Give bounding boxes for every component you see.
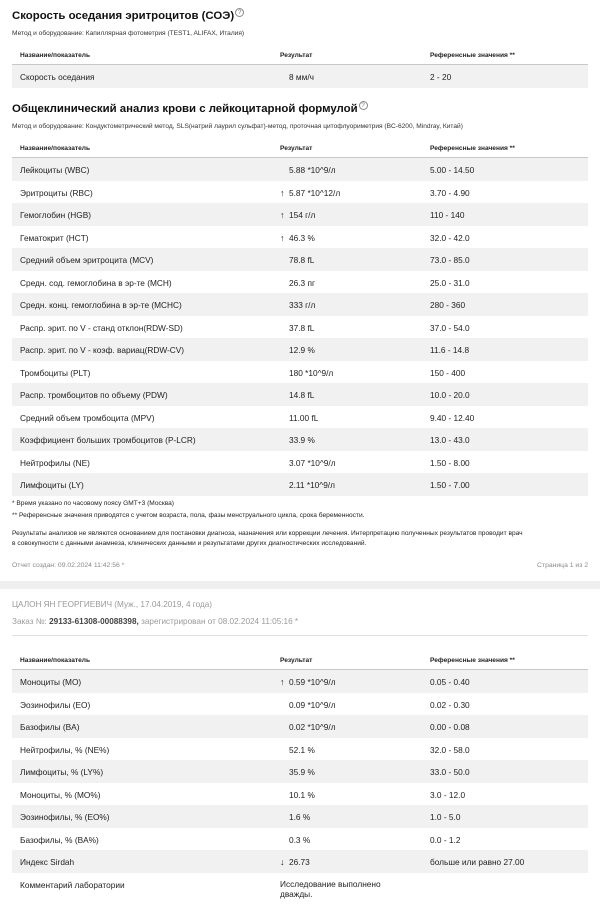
result-value: 8 мм/ч: [289, 72, 314, 82]
test-result: [280, 435, 315, 445]
header-result: Результат: [280, 657, 313, 664]
result-value: 0.3 %: [289, 834, 311, 845]
test-name: Распр. эрит. по V - станд отклон(RDW-SD): [20, 322, 183, 333]
test-name: Нейтрофилы (NE): [20, 457, 90, 468]
table-row: [12, 338, 588, 361]
table-row: [12, 406, 588, 429]
header-result: Результат: [280, 145, 313, 152]
result-value: 37.8 fL: [289, 322, 315, 333]
result-value: 35.9 %: [289, 767, 315, 777]
test-result: [280, 323, 314, 333]
result-value: 14.8 fL: [289, 390, 315, 400]
result-value: 5.88 *10^9/л: [289, 165, 336, 175]
test-name: Индекс Sirdah: [20, 857, 75, 867]
test-result: [280, 390, 314, 400]
test-reference: 280 - 360: [430, 300, 466, 310]
test-result: [280, 300, 315, 310]
comment-value: Исследование выполнено дважды.: [280, 878, 381, 899]
test-reference: 0.02 - 0.30: [430, 699, 470, 710]
test-result: [280, 165, 336, 175]
test-reference: 3.70 - 4.90: [430, 187, 470, 198]
test-reference: 0.0 - 1.2: [430, 834, 461, 845]
test-name: Тромбоциты (PLT): [20, 367, 91, 378]
test-reference: 1.50 - 7.00: [430, 480, 470, 490]
test-name: Эозинофилы, % (EO%): [20, 812, 110, 822]
section-title-esr: Скорость оседания эритроцитов (СОЭ) ?: [12, 8, 244, 22]
test-result: [280, 255, 314, 265]
test-result: [280, 722, 336, 732]
table-row: [12, 428, 588, 451]
cbc-table-continued: [12, 650, 588, 903]
result-value: 12.9 %: [289, 345, 315, 355]
test-reference: 32.0 - 58.0: [430, 744, 470, 755]
test-reference: 3.0 - 12.0: [430, 789, 466, 800]
esr-table: [12, 45, 588, 88]
header-name: Название/показатель: [20, 145, 91, 152]
result-value: 5.87 *10^12/л: [289, 187, 341, 198]
test-name: Распр. тромбоцитов по объему (PDW): [20, 390, 168, 400]
order-info: Заказ №: 29133-61308-00088398, зарегистрирован от 08.02.2024 11:05:16 *: [12, 617, 299, 626]
table-row: [12, 670, 588, 693]
result-value: 180 *10^9/л: [289, 367, 334, 378]
test-reference: 37.0 - 54.0: [430, 322, 470, 333]
test-reference: 33.0 - 50.0: [430, 767, 470, 777]
result-value: 33.9 %: [289, 435, 315, 445]
test-result: [280, 790, 315, 800]
cbc-table: [12, 138, 588, 496]
result-value: 0.09 *10^9/л: [289, 699, 336, 710]
comment-label: Комментарий лаборатории: [20, 879, 125, 890]
test-name: Нейтрофилы, % (NE%): [20, 744, 110, 755]
report-created: Отчет создан: 09.02.2024 11:42:56 *: [12, 562, 125, 569]
test-reference: 25.0 - 31.0: [430, 277, 470, 288]
header-result: Результат: [280, 52, 313, 59]
arrow-up-icon: ↑: [280, 232, 285, 243]
table-row: [12, 203, 588, 226]
test-result: [280, 857, 310, 867]
table-row: [12, 383, 588, 406]
table-row: [12, 271, 588, 294]
table-row: [12, 451, 588, 474]
result-value: 52.1 %: [289, 744, 315, 755]
order-number: 29133-61308-00088398,: [49, 617, 139, 626]
test-reference: 2 - 20: [430, 72, 452, 82]
test-name: Моноциты, % (MO%): [20, 789, 101, 800]
test-result: [280, 413, 318, 423]
test-reference: 73.0 - 85.0: [430, 255, 470, 265]
section-title-cbc: Общеклинический анализ крови с лейкоцитарной формулой ?: [12, 101, 368, 115]
table-header: [12, 45, 588, 65]
test-reference: 13.0 - 43.0: [430, 435, 470, 445]
table-row: [12, 226, 588, 249]
note-time: * Время указано по часовому поясу GMT+3 (Москва): [12, 500, 174, 507]
header-ref: Референсные значения **: [430, 657, 515, 664]
disclaimer-line-1: Результаты анализов не являются основанием для постановки диагноза, назначения или коррекции лечения. Интерпретацию полученных результатов проводит врач: [12, 530, 523, 537]
test-result: [280, 767, 315, 777]
arrow-up-icon: ↑: [280, 677, 285, 687]
table-row: [12, 760, 588, 783]
test-result: [280, 835, 310, 845]
test-reference: 150 - 400: [430, 367, 466, 378]
test-name: Средн. сод. гемоглобина в эр-те (MCH): [20, 277, 172, 288]
test-reference: 11.6 - 14.8: [430, 345, 470, 355]
test-result: [280, 72, 314, 82]
table-row: [12, 738, 588, 761]
test-result: [280, 745, 315, 755]
test-name: Базофилы, % (BA%): [20, 834, 99, 845]
header-name: Название/показатель: [20, 52, 91, 59]
test-reference: 110 - 140: [430, 210, 465, 220]
test-name: Коэффициент больших тромбоцитов (P-LCR): [20, 435, 196, 445]
test-result: [280, 188, 340, 198]
table-body: [12, 65, 588, 88]
table-row: [12, 850, 588, 873]
result-value: 333 г/л: [289, 300, 316, 310]
test-name: Скорость оседания: [20, 72, 95, 82]
table-row: [12, 181, 588, 204]
test-reference: 1.0 - 5.0: [430, 812, 461, 822]
result-value: 1.6 %: [289, 812, 311, 822]
test-name: Лейкоциты (WBC): [20, 165, 90, 175]
table-row: [12, 248, 588, 271]
table-row: [12, 473, 588, 496]
table-body: [12, 670, 588, 873]
result-value: 0.59 *10^9/л: [289, 677, 336, 687]
test-result: [280, 278, 315, 288]
note-ref: ** Референсные значения приводятся с учетом возраста, пола, фазы менструального цикла, срока беременности.: [12, 512, 365, 519]
table-row: [12, 783, 588, 806]
test-result: [280, 233, 315, 243]
result-value: 154 г/л: [289, 210, 316, 220]
result-value: 46.3 %: [289, 232, 315, 243]
table-row: [12, 715, 588, 738]
test-result: [280, 700, 336, 710]
arrow-down-icon: ↓: [280, 857, 285, 867]
table-row: [12, 293, 588, 316]
table-row: [12, 693, 588, 716]
method-esr: Метод и оборудование: Капиллярная фотометрия (TEST1, ALIFAX, Италия): [12, 30, 245, 37]
method-cbc: Метод и оборудование: Кондуктометрический метод, SLS(натрий лаурил сульфат)-метод, проточная цитофлуориметрия (BC-6200, Mindray, Китай): [12, 123, 463, 130]
divider: [12, 635, 588, 636]
test-name: Лимфоциты, % (LY%): [20, 767, 104, 777]
result-value: 26.3 пг: [289, 277, 315, 288]
result-value: 2.11 *10^9/л: [289, 480, 335, 490]
table-header: [12, 650, 588, 670]
test-reference: 10.0 - 20.0: [430, 390, 470, 400]
test-reference: 32.0 - 42.0: [430, 232, 470, 243]
test-name: Распр. эрит. по V - коэф. вариац(RDW-CV): [20, 345, 185, 355]
test-result: [280, 210, 315, 220]
test-name: Базофилы (BA): [20, 722, 80, 732]
info-icon[interactable]: ?: [359, 101, 368, 110]
test-reference: 0.05 - 0.40: [430, 677, 470, 687]
test-name: Средн. конц. гемоглобина в эр-те (MCHC): [20, 300, 182, 310]
page-break: [0, 581, 600, 589]
result-value: 10.1 %: [289, 789, 315, 800]
arrow-up-icon: ↑: [280, 210, 285, 220]
test-result: [280, 458, 336, 468]
test-name: Эритроциты (RBC): [20, 187, 93, 198]
arrow-up-icon: ↑: [280, 187, 285, 198]
test-name: Средний объем эритроцита (MCV): [20, 255, 154, 265]
test-result: [280, 345, 315, 355]
result-value: 3.07 *10^9/л: [289, 457, 336, 468]
table-row: [12, 828, 588, 851]
test-name: Средний объем тромбоцита (MPV): [20, 412, 155, 423]
lab-comment-row: [12, 873, 588, 903]
table-row: [12, 158, 588, 181]
table-row: [12, 361, 588, 384]
test-name: Эозинофилы (EO): [20, 699, 91, 710]
table-row: [12, 805, 588, 828]
test-reference: 1.50 - 8.00: [430, 457, 470, 468]
test-result: [280, 368, 333, 378]
test-reference: 0.00 - 0.08: [430, 722, 470, 732]
test-name: Лимфоциты (LY): [20, 480, 84, 490]
test-reference: 9.40 - 12.40: [430, 412, 475, 423]
test-name: Моноциты (MO): [20, 677, 82, 687]
table-header: [12, 138, 588, 158]
test-name: Гемоглобин (HGB): [20, 210, 92, 220]
page-number: Страница 1 из 2: [537, 562, 588, 569]
result-value: 26.73: [289, 857, 310, 867]
result-value: 78.8 fL: [289, 255, 315, 265]
result-value: 0.02 *10^9/л: [289, 722, 336, 732]
header-ref: Референсные значения **: [430, 145, 515, 152]
info-icon[interactable]: ?: [235, 8, 244, 17]
test-result: [280, 480, 335, 490]
result-value: 11.00 fL: [289, 412, 319, 423]
table-row: [12, 316, 588, 339]
header-name: Название/показатель: [20, 657, 91, 664]
disclaimer-line-2: в совокупности с данными анамнеза, клинических данными и результатами других диагностических исследований.: [12, 540, 367, 547]
patient-info: ЦАЛОН ЯН ГЕОРГИЕВИЧ (Муж., 17.04.2019, 4 года): [12, 600, 213, 609]
test-name: Гематокрит (HCT): [20, 232, 89, 243]
test-reference: больше или равно 27.00: [430, 857, 525, 867]
test-result: [280, 812, 310, 822]
header-ref: Референсные значения **: [430, 52, 515, 59]
table-row: [12, 65, 588, 88]
test-result: [280, 677, 336, 687]
test-reference: 5.00 - 14.50: [430, 165, 475, 175]
table-body: [12, 158, 588, 496]
